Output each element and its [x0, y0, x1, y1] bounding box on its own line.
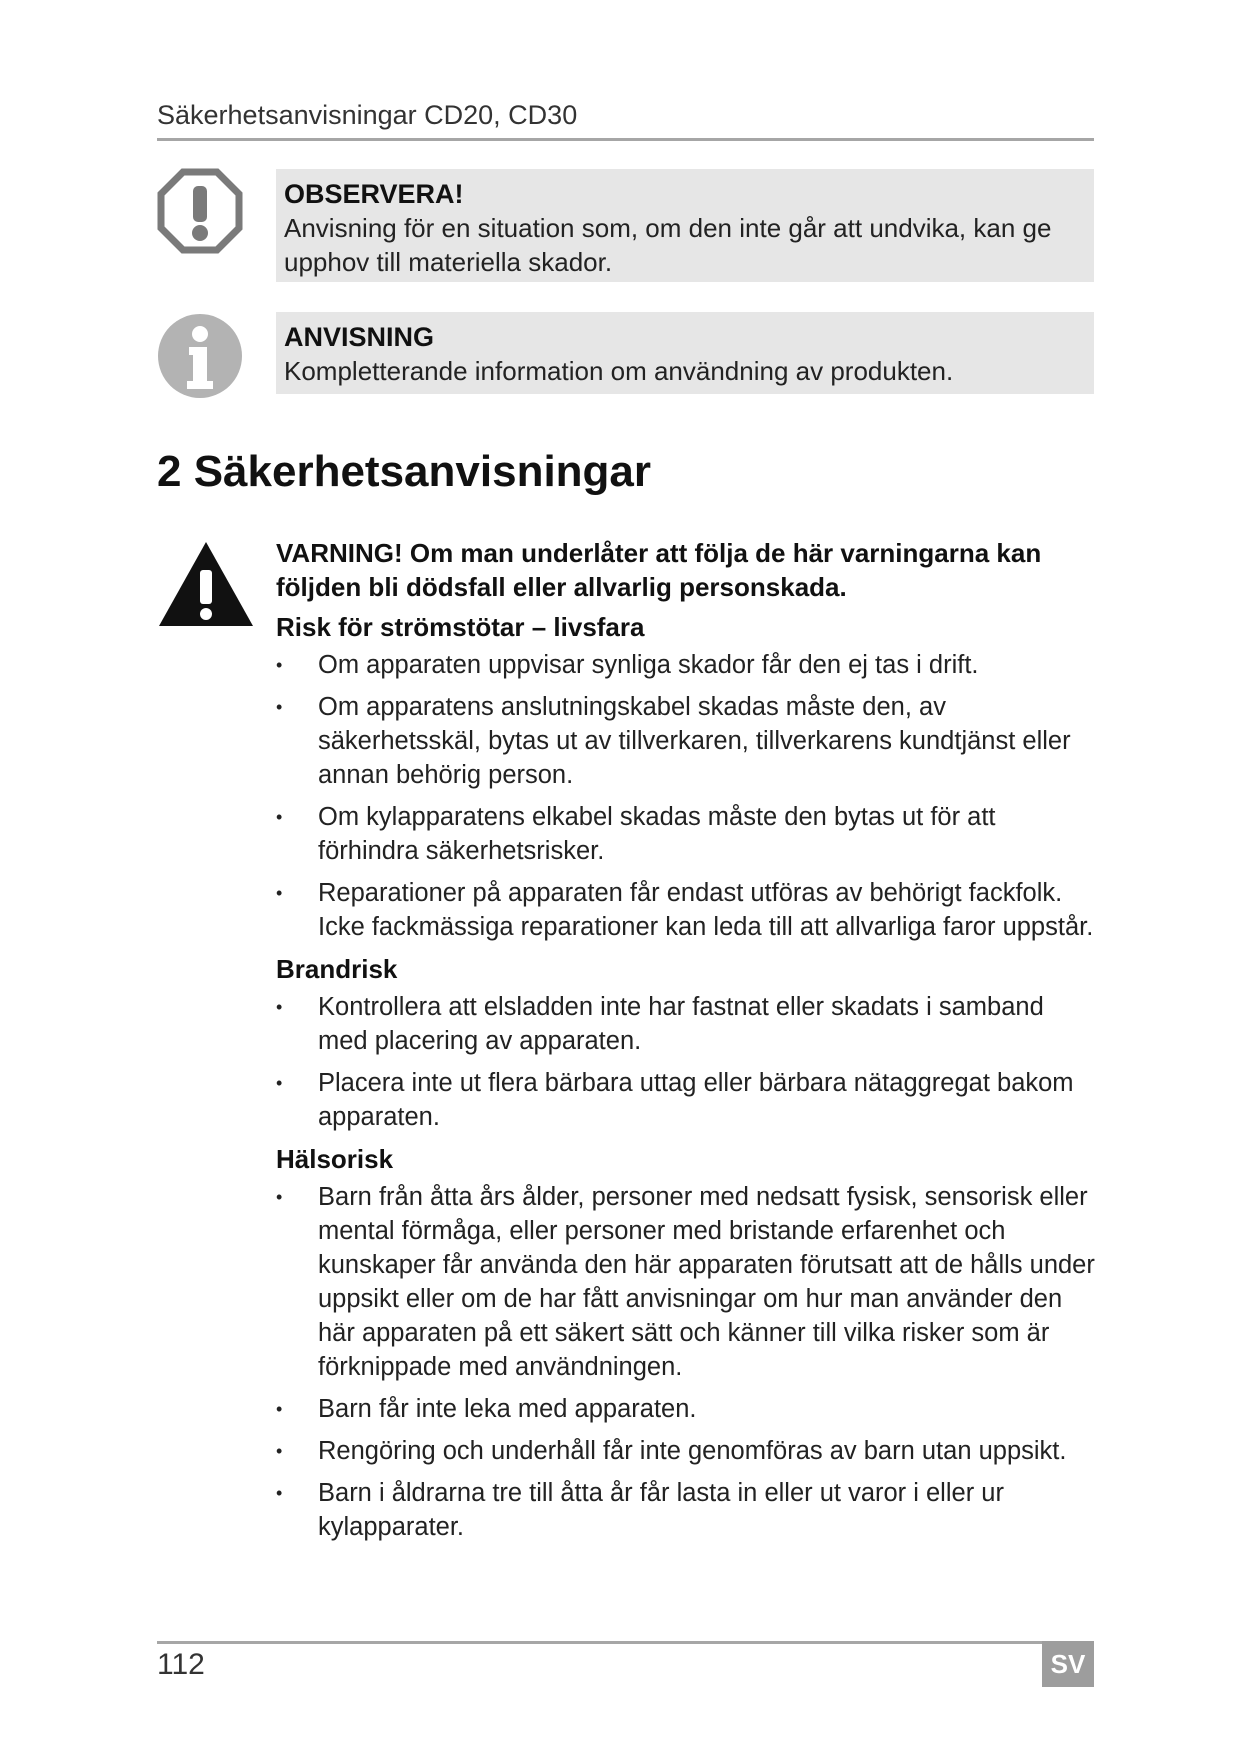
warning-triangle-icon — [157, 540, 255, 628]
list-item: • Barn från åtta års ålder, personer med nedsatt fysisk, sensorisk eller mental förmåga, eller personer med bristande erfarenhet och kunskaper får använda den här apparaten förutsatt att de hålls under uppsikt eller om de har fått anvisningar om hur man använder den här apparaten på ett säkert sätt och känner till vilka risker som är förknippade med användningen. — [276, 1180, 1096, 1384]
list-item: • Barn i åldrarna tre till åtta år får lasta in eller ut varor i eller ur kylapparater. — [276, 1476, 1096, 1544]
notice-observera — [276, 169, 1094, 282]
list-item: • Kontrollera att elsladden inte har fastnat eller skadats i samband med placering av apparaten. — [276, 990, 1096, 1058]
exclamation-octagon-icon — [157, 168, 243, 254]
bullet-list-electric-shock — [276, 648, 1096, 944]
group-title-health-risk: Hälsorisk — [276, 1144, 394, 1174]
list-item: • Placera inte ut flera bärbara uttag eller bärbara nätaggregat bakom apparaten. — [276, 1066, 1096, 1134]
warning-heading: VARNING! Om man underlåter att följa de här varningarna kan följden bli dödsfall eller allvarlig personskada. — [276, 538, 1042, 602]
list-item: • Om apparatens anslutningskabel skadas måste den, av säkerhetsskäl, bytas ut av tillverkaren, tillverkarens kundtjänst eller annan behörig person. — [276, 690, 1096, 792]
bullet-list-health-risk — [276, 1180, 1096, 1544]
header-divider — [157, 138, 1094, 141]
notice-text: Kompletterande information om användning av produkten. — [284, 356, 954, 386]
notice-title: OBSERVERA! — [284, 179, 464, 209]
list-item: • Om apparaten uppvisar synliga skador får den ej tas i drift. — [276, 648, 1096, 682]
list-item: • Reparationer på apparaten får endast utföras av behörigt fackfolk. Icke fackmässiga reparationer kan leda till att allvarliga faror uppstår. — [276, 876, 1096, 944]
bullet-list-fire-risk — [276, 990, 1096, 1134]
list-item: • Rengöring och underhåll får inte genomföras av barn utan uppsikt. — [276, 1434, 1096, 1468]
notice-text: Anvisning för en situation som, om den inte går att undvika, kan ge upphov till materiella skador. — [284, 213, 1052, 277]
group-title-electric-shock: Risk för strömstötar – livsfara — [276, 612, 645, 642]
language-badge: SV — [1042, 1641, 1094, 1687]
group-title-fire-risk: Brandrisk — [276, 954, 398, 984]
notice-title: ANVISNING — [284, 322, 435, 352]
section-heading: 2 Säkerhetsanvisningar — [157, 447, 652, 496]
footer-divider — [157, 1641, 1094, 1644]
info-icon — [157, 313, 243, 399]
list-item: • Barn får inte leka med apparaten. — [276, 1392, 1096, 1426]
running-header: Säkerhetsanvisningar CD20, CD30 — [157, 100, 578, 130]
safety-content — [276, 536, 1096, 1552]
list-item: • Om kylapparatens elkabel skadas måste den bytas ut för att förhindra säkerhetsrisker. — [276, 800, 1096, 868]
notice-anvisning — [276, 312, 1094, 394]
page-number: 112 — [157, 1648, 205, 1681]
